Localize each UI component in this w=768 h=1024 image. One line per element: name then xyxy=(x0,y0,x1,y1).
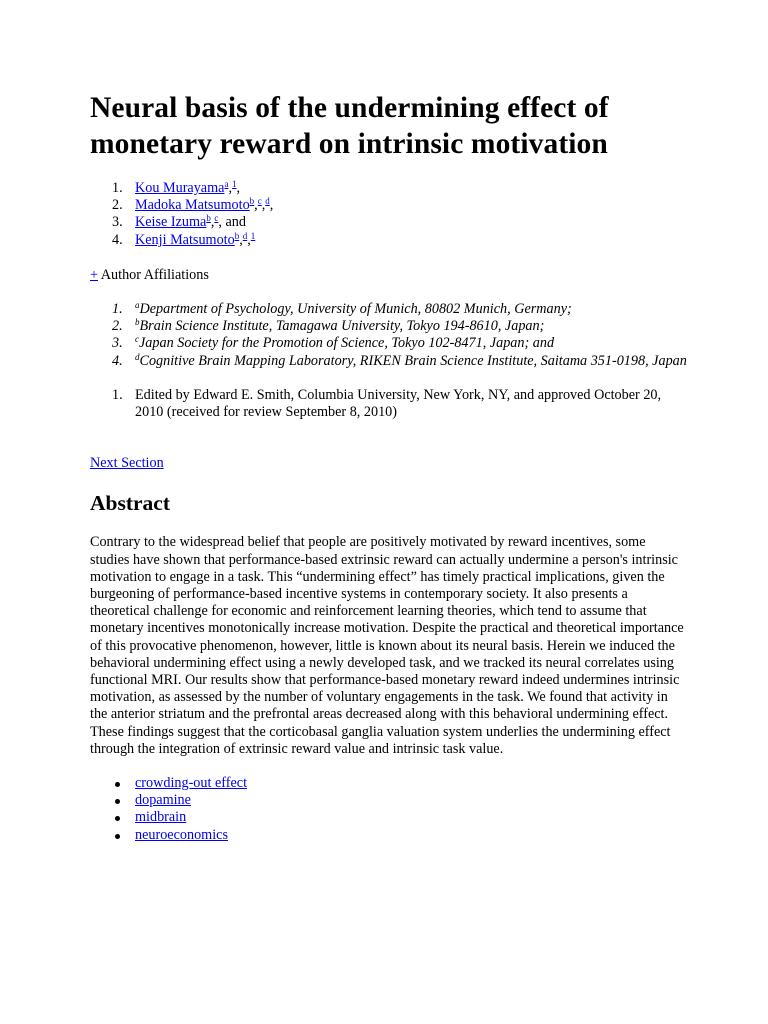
affiliation-ref-link[interactable]: a xyxy=(224,179,229,189)
footnote-ref-link[interactable]: 1 xyxy=(231,179,237,189)
list-number: 2. xyxy=(112,197,123,214)
list-number: 3. xyxy=(112,214,123,231)
keyword-list xyxy=(90,775,690,844)
affiliation-ref-link[interactable]: c xyxy=(257,196,262,207)
keyword-item xyxy=(90,827,690,844)
editor-note xyxy=(90,387,690,421)
next-section-link[interactable]: Next Section xyxy=(90,455,164,472)
author-link-kenji-matsumoto[interactable]: Kenji Matsumoto xyxy=(135,231,235,248)
keyword-link-midbrain[interactable]: midbrain xyxy=(135,809,187,826)
author-link-madoka-matsumoto[interactable]: Madoka Matsumoto xyxy=(135,197,250,214)
bullet-icon xyxy=(115,834,120,839)
author-item: 4. Kenji Matsumoto$^b$,$^d$,$^1$ xyxy=(112,230,256,248)
affiliation-marker: a xyxy=(135,300,140,311)
abstract-text: Contrary to the widespread belief that people are positively motivated by reward incentives, some studies have shown that performance-based extrinsic reward can actually undermine a person's intrinsic motivation to engage in a task. This “undermining effect” has timely practical implications, given the burgeoning of performance-based incentive systems in contemporary society. It also presents a theoretical challenge for economic and reinforcement learning theories, which tend to assume that monetary incentives monotonically increase motivation. Despite the practical and theoretical importance of this provocative phenomenon, however, little is known about its neural basis. Herein we induced the behavioral undermining effect using a newly developed task, and we tracked its neural correlates using functional MRI. Our results show that performance-based monetary reward indeed undermines intrinsic motivation, as assessed by the number of voluntary engagements in the task. We found that activity in the anterior striatum and the prefrontal areas decreased along with this behavioral undermining effect. These findings suggest that the corticobasal ganglia valuation system underlies the undermining effect through the integration of extrinsic reward value and intrinsic task value. xyxy=(90,534,684,757)
affiliations-toggle-label: Author Affiliations xyxy=(100,266,209,283)
list-number: 4. xyxy=(112,352,123,369)
bullet-icon xyxy=(115,816,120,821)
affiliation-marker: b xyxy=(135,317,140,328)
list-number: 3. xyxy=(112,335,123,352)
next-section-nav xyxy=(90,455,690,472)
affiliation-item xyxy=(90,301,690,318)
bullet-icon xyxy=(115,782,120,787)
author-affiliations-toggle xyxy=(90,267,690,284)
author-list xyxy=(90,180,690,249)
list-number: 4. xyxy=(112,231,123,248)
affiliation-text: Japan Society for the Promotion of Science, Tokyo 102-8471, Japan; and xyxy=(139,335,555,352)
abstract-heading: Abstract xyxy=(90,491,171,516)
affiliation-item xyxy=(90,318,690,335)
footnote-ref-link[interactable]: 1 xyxy=(250,230,256,241)
affiliation-ref-link[interactable]: d xyxy=(242,230,248,241)
affiliation-ref-link[interactable]: b xyxy=(249,196,255,207)
bullet-icon xyxy=(115,799,120,804)
keyword-item xyxy=(90,809,690,826)
affiliation-ref-link[interactable]: b xyxy=(206,213,211,224)
list-number: 2. xyxy=(112,318,123,335)
affiliation-item xyxy=(90,353,690,370)
affiliation-text: Cognitive Brain Mapping Laboratory, RIKEN Brain Science Institute, Saitama 351-0198, Japan xyxy=(139,352,687,369)
affiliation-ref-link[interactable]: c xyxy=(214,213,219,224)
affiliation-ref-link[interactable]: b xyxy=(234,230,240,241)
keyword-item xyxy=(90,775,690,792)
affiliation-item xyxy=(90,335,690,352)
author-item: 2. Madoka Matsumoto$^b$,$^c$,$^d$, xyxy=(112,196,274,214)
editor-note-text: Edited by Edward E. Smith, Columbia University, New York, NY, and approved October 20, 2010 (received for review September 8, 2010) xyxy=(135,386,662,421)
list-number: 1. xyxy=(112,386,123,403)
article-title: Neural basis of the undermining effect of monetary reward on intrinsic motivation xyxy=(90,92,609,160)
list-number: 1. xyxy=(112,301,123,318)
affiliation-list xyxy=(90,301,690,370)
affiliation-ref-link[interactable]: d xyxy=(265,196,270,207)
editor-note-list xyxy=(90,387,690,421)
author-separator: , and xyxy=(218,214,246,231)
author-item: 1. Kou Murayama$^a$,$^1$, xyxy=(112,179,241,196)
affiliation-marker: d xyxy=(135,351,140,362)
keyword-link-dopamine[interactable]: dopamine xyxy=(135,792,191,809)
keyword-link-crowding-out-effect[interactable]: crowding-out effect xyxy=(135,775,248,792)
article xyxy=(90,90,690,844)
author-item: 3. Keise Izuma$^b$,$^c$, and xyxy=(112,213,246,231)
affiliation-text: Brain Science Institute, Tamagawa University, Tokyo 194-8610, Japan; xyxy=(139,318,545,335)
author-link-izuma[interactable]: Keise Izuma xyxy=(135,214,207,231)
keyword-item xyxy=(90,792,690,809)
author-link-murayama[interactable]: Kou Murayama xyxy=(135,180,225,196)
expand-affiliations-link[interactable]: + xyxy=(90,266,99,283)
affiliation-text: Department of Psychology, University of Munich, 80802 Munich, Germany; xyxy=(139,301,572,318)
keyword-link-neuroeconomics[interactable]: neuroeconomics xyxy=(135,826,228,843)
author-separator: , xyxy=(236,180,241,196)
author-separator: , xyxy=(269,197,274,214)
affiliation-marker: c xyxy=(135,334,139,345)
list-number: 1. xyxy=(112,180,123,196)
